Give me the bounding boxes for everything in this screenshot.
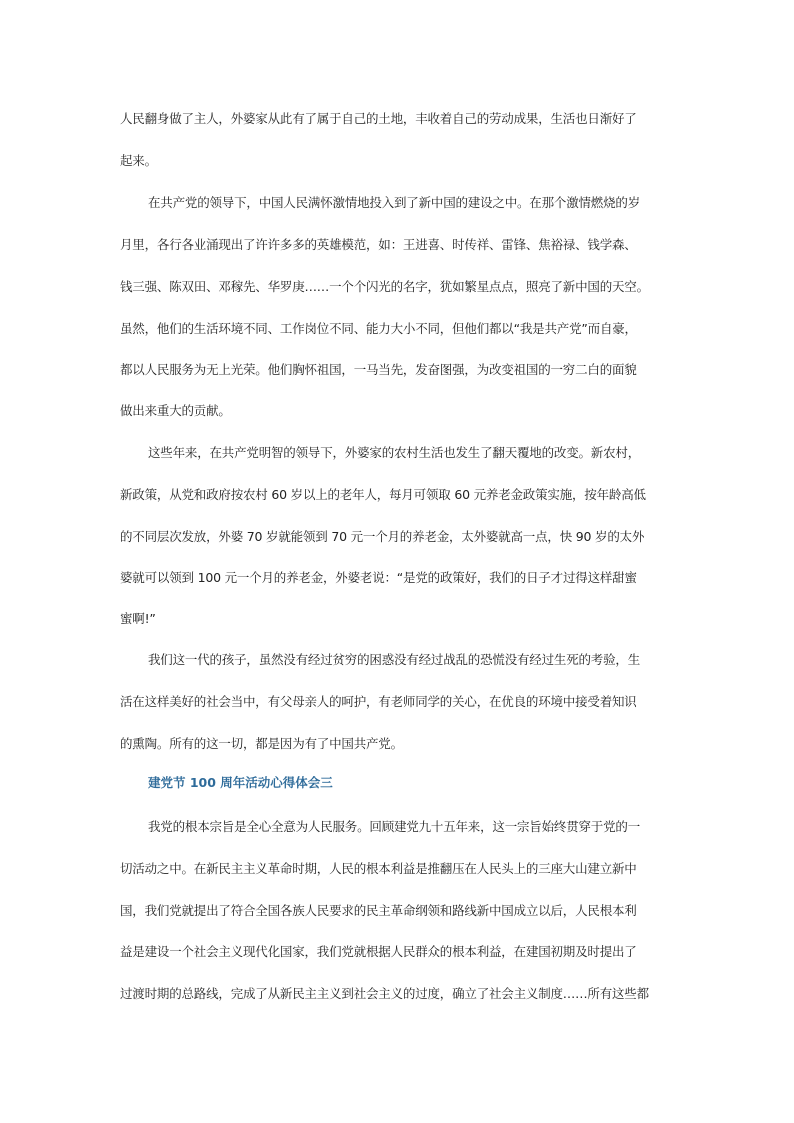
paragraph-line: 国，我们党就提出了符合全国各族人民要求的民主革命纲领和路线新中国成立以后，人民根本利 (120, 903, 637, 918)
paragraph-line: 月里，各行各业涌现出了许许多多的英雄模范，如：王进喜、时传祥、雷锋、焦裕禄、钱学森、 (120, 237, 637, 252)
paragraph-line: 活在这样美好的社会当中，有父母亲人的呵护，有老师同学的关心，在优良的环境中接受着知识 (120, 694, 637, 709)
paragraph-line: 的熏陶。所有的这一切，都是因为有了中国共产党。 (120, 736, 403, 751)
paragraph-line: 蜜啊!” (120, 611, 156, 626)
paragraph-line: 我们这一代的孩子，虽然没有经过贫穷的困惑没有经过战乱的恐慌没有经过生死的考验，生 (148, 652, 641, 667)
paragraph-line: 虽然，他们的生活环境不同、工作岗位不同、能力大小不同，但他们都以“我是共产党”而自豪， (120, 321, 637, 336)
paragraph-line: 益是建设一个社会主义现代化国家，我们党就根据人民群众的根本利益，在建国初期及时提出了 (120, 944, 637, 959)
paragraph-line: 我党的根本宗旨是全心全意为人民服务。回顾建党九十五年来，这一宗旨始终贯穿于党的一 (148, 819, 641, 834)
paragraph-line: 婆就可以领到 100 元一个月的养老金，外婆老说：“是党的政策好，我们的日子才过得这样甜蜜 (120, 570, 637, 585)
paragraph-line: 切活动之中。在新民主主义革命时期，人民的根本利益是推翻压在人民头上的三座大山建立新中 (120, 861, 637, 876)
paragraph-line: 新政策，从党和政府按农村 60 岁以上的老年人，每月可领取 60 元养老金政策实施，按年龄高低 (120, 487, 646, 502)
paragraph-line: 在共产党的领导下，中国人民满怀激情地投入到了新中国的建设之中。在那个激情燃烧的岁 (148, 195, 641, 210)
section-heading: 建党节 100 周年活动心得体会三 (148, 775, 333, 790)
paragraph-line: 的不同层次发放，外婆 70 岁就能领到 70 元一个月的养老金，太外婆就高一点，快 90 岁的太外 (120, 529, 645, 544)
paragraph-line: 做出来重大的贡献。 (120, 403, 231, 418)
paragraph-line: 都以人民服务为无上光荣。他们胸怀祖国，一马当先，发奋图强，为改变祖国的一穷二白的面貌 (120, 362, 637, 377)
paragraph-line: 起来。 (120, 153, 157, 168)
paragraph-line: 这些年来，在共产党明智的领导下，外婆家的农村生活也发生了翻天覆地的改变。新农村， (148, 445, 641, 460)
paragraph-line: 人民翻身做了主人，外婆家从此有了属于自己的土地，丰收着自己的劳动成果，生活也日渐好了 (120, 111, 637, 126)
paragraph-line: 钱三强、陈双田、邓稼先、华罗庚……一个个闪光的名字，犹如繁星点点，照亮了新中国的天空。 (120, 279, 649, 294)
paragraph-line: 过渡时期的总路线，完成了从新民主主义到社会主义的过度，确立了社会主义制度……所有这些都 (120, 986, 649, 1001)
